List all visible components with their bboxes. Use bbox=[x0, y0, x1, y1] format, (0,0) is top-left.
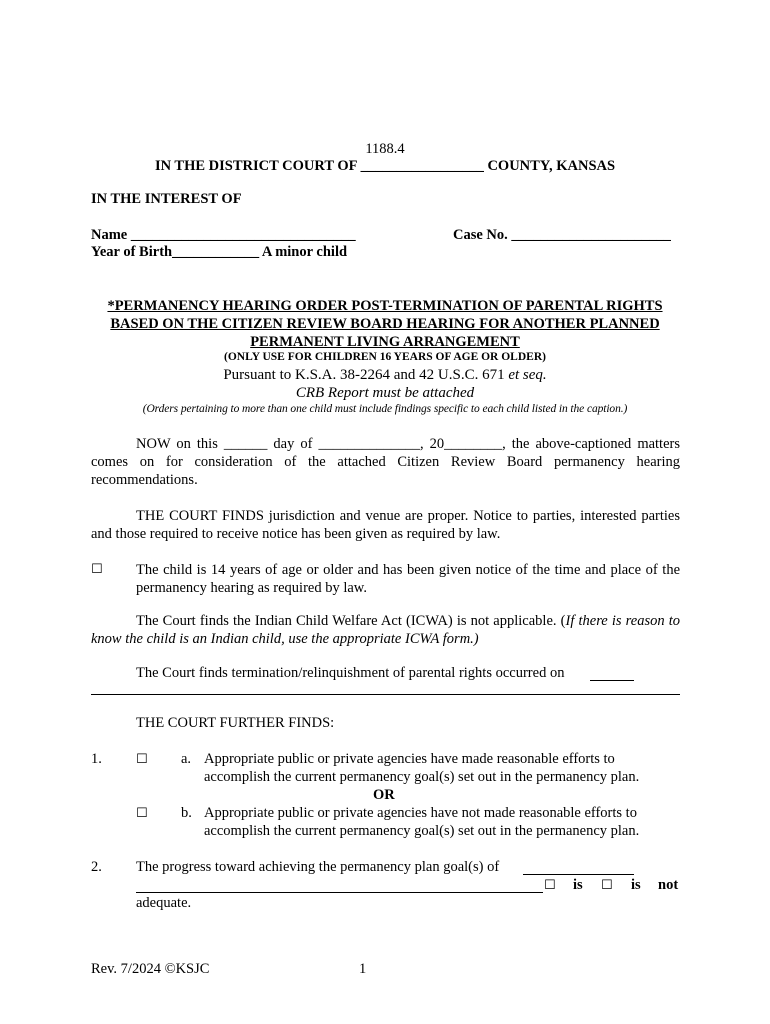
title-line-3: PERMANENT LIVING ARRANGEMENT bbox=[250, 334, 520, 350]
notice-checkbox[interactable]: ☐ bbox=[91, 562, 103, 577]
is-not-checkbox[interactable]: ☐ bbox=[601, 878, 613, 893]
court-finds-paragraph: THE COURT FINDS jurisdiction and venue are proper. Notice to parties, interested parties and those required to receive notice has been given as required by law. bbox=[91, 508, 680, 542]
pursuant-text: Pursuant to K.S.A. 38-2264 and 42 U.S.C. 671 bbox=[223, 367, 505, 383]
footer-page-number: 1 bbox=[359, 961, 367, 977]
goal-blank-short bbox=[523, 874, 634, 875]
item-1b-line-2: accomplish the current permanency goal(s) set out in the permanency plan. bbox=[204, 823, 640, 839]
icwa-italic-note: If there is reason to know the child is an Indian child, use the appropriate ICWA form.) bbox=[91, 613, 681, 647]
is-label: is bbox=[573, 877, 583, 893]
item-1b-line-1: Appropriate public or private agencies have not made reasonable efforts to bbox=[204, 805, 637, 821]
item-1b-letter: b. bbox=[181, 805, 192, 821]
title-line-2: BASED ON THE CITIZEN REVIEW BOARD HEARING FOR ANOTHER PLANNED bbox=[110, 316, 660, 332]
adequate-text: adequate. bbox=[136, 895, 192, 911]
only-use-note: (ONLY USE FOR CHILDREN 16 YEARS OF AGE OR OLDER) bbox=[224, 351, 546, 363]
item-1a-line-1: Appropriate public or private agencies have made reasonable efforts to bbox=[204, 751, 615, 767]
goal-blank-long bbox=[136, 892, 543, 893]
or-separator: OR bbox=[373, 787, 395, 803]
interest-of: IN THE INTEREST OF bbox=[91, 191, 242, 207]
year-of-birth-line: Year of Birth____________ A minor child bbox=[91, 244, 348, 260]
footer-revision: Rev. 7/2024 ©KSJC bbox=[91, 961, 210, 977]
further-finds-heading: THE COURT FURTHER FINDS: bbox=[136, 715, 335, 731]
orders-note: (Orders pertaining to more than one child must include findings specific to each child listed in the caption.) bbox=[142, 403, 628, 415]
icwa-paragraph bbox=[91, 612, 680, 648]
item-1b-checkbox[interactable]: ☐ bbox=[136, 806, 148, 821]
item-1a-line-2: accomplish the current permanency goal(s) set out in the permanency plan. bbox=[204, 769, 640, 785]
item-1a-letter: a. bbox=[181, 751, 192, 767]
item-1-number: 1. bbox=[91, 751, 102, 767]
case-no-line: Case No. ______________________ bbox=[453, 227, 671, 243]
title-line-1: *PERMANENCY HEARING ORDER POST-TERMINATION OF PARENTAL RIGHTS bbox=[107, 298, 663, 314]
name-line: Name _______________________________ bbox=[91, 227, 356, 243]
item-2-line-1: The progress toward achieving the permanency plan goal(s) of bbox=[136, 859, 500, 875]
termination-date-blank bbox=[590, 680, 634, 681]
termination-line: The Court finds termination/relinquishment of parental rights occurred on bbox=[136, 665, 565, 681]
termination-full-rule bbox=[91, 694, 680, 695]
item-1a-checkbox[interactable]: ☐ bbox=[136, 752, 148, 767]
not-label: not bbox=[658, 877, 679, 893]
now-paragraph: NOW on this ______ day of ______________, 20________, the above-captioned matters comes on for consideration of the attached Citizen Review Board permanency hearing recommendations. bbox=[91, 436, 680, 488]
form-number: 1188.4 bbox=[365, 141, 405, 157]
notice-item: The child is 14 years of age or older and has been given notice of the time and place of the permanency hearing as required by law. bbox=[136, 562, 680, 596]
crb-note: CRB Report must be attached bbox=[295, 385, 475, 401]
icwa-text: The Court finds the Indian Child Welfare Act (ICWA) is not applicable. ( bbox=[136, 613, 566, 629]
item-2-number: 2. bbox=[91, 859, 102, 875]
is-checkbox[interactable]: ☐ bbox=[544, 878, 556, 893]
court-line: IN THE DISTRICT COURT OF _________________ COUNTY, KANSAS bbox=[154, 158, 616, 174]
pursuant-line bbox=[0, 367, 770, 384]
et-seq: et seq. bbox=[508, 367, 547, 383]
is-not-is-label: is bbox=[631, 877, 641, 893]
